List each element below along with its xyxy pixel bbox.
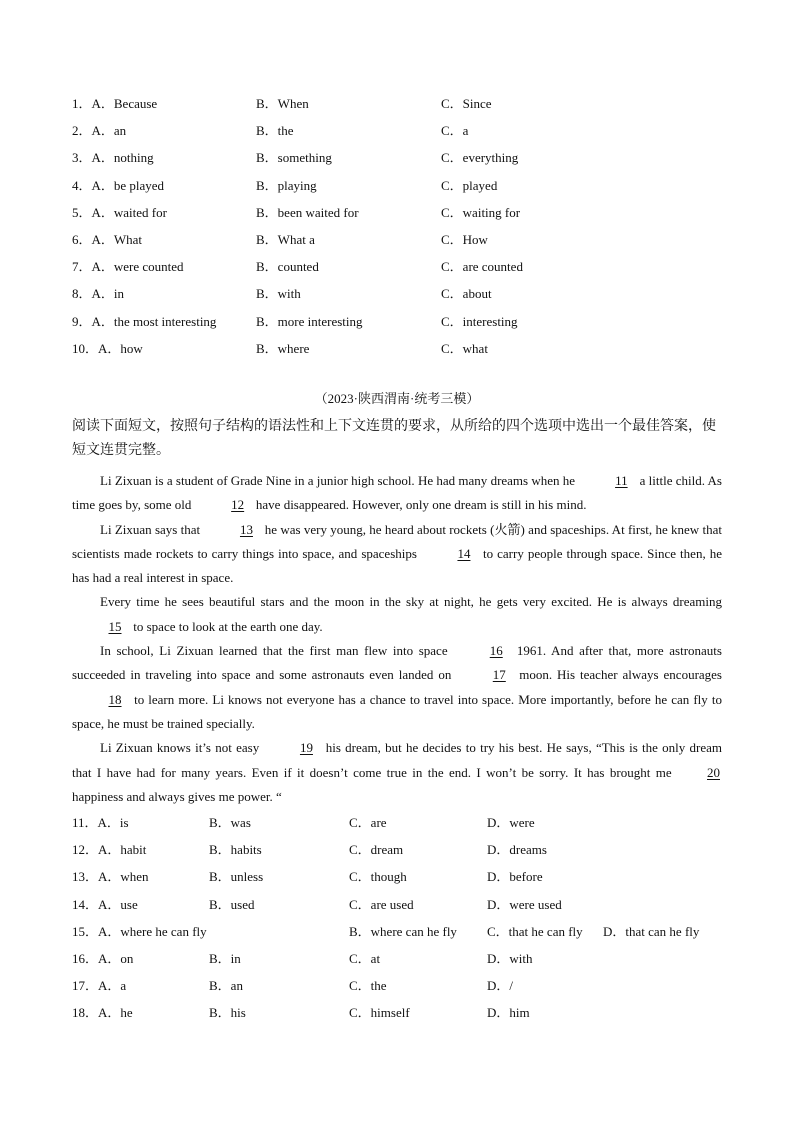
blank-12: 12 (231, 497, 245, 513)
option-a: 1．A．Because (72, 96, 158, 111)
option-b: B．What a (256, 231, 315, 247)
option-a: 15．A．where he can fly (72, 923, 207, 939)
option-b: B．habits (209, 842, 262, 858)
option-a: 11．A．is (72, 815, 129, 830)
blank-11: 11 (615, 473, 628, 488)
option-b: B．something (256, 150, 332, 166)
option-d: D．that can he fly (603, 923, 700, 939)
option-a: 8．A．in (72, 286, 125, 302)
option-a: 6．A．What (72, 231, 143, 247)
option-c: C．what (441, 340, 488, 356)
option-d: D．him (487, 1005, 530, 1021)
option-d: D．/ (487, 978, 514, 994)
blank-18: 18 (108, 691, 122, 707)
option-b: B．with (256, 286, 301, 302)
option-c: C．himself (349, 1005, 410, 1021)
option-a: 18．A．he (72, 1005, 133, 1021)
option-c: C．How (441, 231, 488, 247)
passage-paragraph-5: Li Zixuan knows it’s not easy 19 his dream, but he decides to try his best. He says, “This is the only dream that I have had for many years. Even if it doesn’t come true in the end. I won’t be sorry. It has brought me 20 happiness and always gives me power. “ (72, 736, 722, 809)
option-a: 2．A．an (72, 123, 127, 139)
passage-paragraph-1: Li Zixuan is a student of Grade Nine in a junior high school. He had many dreams when he 11 a little child. As time goes by, some old 12 have disappeared. However, only one dream is still in his mind. (72, 469, 722, 518)
option-a: 7．A．were counted (72, 259, 184, 275)
option-b: B．was (209, 815, 251, 830)
instruction-text: 阅读下面短文，按照句子结构的语法性和上下文连贯的要求，从所给的四个选项中选出一个最佳答案，使短文连贯完整。 (72, 418, 716, 458)
option-a: 10．A．how (72, 340, 143, 356)
option-c: C．that he can fly (487, 923, 583, 939)
option-a: 17．A．a (72, 978, 127, 994)
option-b: B．When (256, 96, 309, 111)
option-c: C．everything (441, 150, 519, 166)
option-d: D．were (487, 815, 535, 830)
option-a: 3．A．nothing (72, 150, 154, 166)
option-b: B．where can he fly (349, 923, 457, 939)
option-b: B．been waited for (256, 204, 359, 220)
option-d: D．with (487, 950, 533, 966)
option-c: C．about (441, 286, 492, 302)
option-b: B．playing (256, 177, 317, 193)
option-d: D．before (487, 869, 543, 885)
option-c: C．Since (441, 96, 492, 111)
option-b: B．where (256, 340, 310, 356)
passage-paragraph-2: Li Zixuan says that 13 he was very young, he heard about rockets (火箭) and spaceships. At first, he knew that scientists made rockets to carry things into space, and spaceships 14 to carry people through space. Since then, he has had a real interest in space. (72, 518, 722, 591)
option-c: C．though (349, 869, 407, 885)
option-c: C．a (441, 123, 469, 139)
option-c: C．are counted (441, 259, 523, 275)
option-d: D．were used (487, 896, 562, 912)
option-a: 5．A．waited for (72, 204, 167, 220)
option-b: B．the (256, 123, 294, 139)
passage-paragraph-4: In school, Li Zixuan learned that the first man flew into space 16 1961. And after that, more astronauts succeeded in traveling into space and some astronauts even landed on 17 moon. His teacher always encourages 18 to learn more. Li knows not everyone has a chance to travel into space. More importantly, before he can fly to space, he must be trained specially. (72, 639, 722, 736)
option-c: C．interesting (441, 313, 518, 329)
option-a: 13．A．when (72, 869, 149, 885)
blank-13: 13 (239, 521, 253, 537)
option-c: C．waiting for (441, 204, 521, 220)
option-c: C．at (349, 950, 381, 966)
option-c: C．played (441, 177, 498, 193)
option-a: 4．A．be played (72, 177, 165, 193)
option-a: 9．A．the most interesting (72, 313, 217, 329)
option-b: B．his (209, 1005, 246, 1021)
blank-17: 17 (492, 667, 506, 683)
option-b: B．counted (256, 259, 319, 275)
section-heading: （2023·陕西渭南·统考三模） (314, 391, 480, 406)
option-b: B．used (209, 896, 255, 912)
option-a: 16．A．on (72, 950, 134, 966)
option-d: D．dreams (487, 842, 547, 858)
blank-20: 20 (707, 764, 720, 780)
blank-14: 14 (457, 545, 471, 561)
blank-15: 15 (108, 618, 122, 634)
option-c: C．are (349, 815, 387, 830)
option-b: B．an (209, 978, 243, 994)
blank-16: 16 (489, 643, 503, 659)
option-b: B．more interesting (256, 313, 363, 329)
option-a: 14．A．use (72, 896, 138, 912)
option-a: 12．A．habit (72, 842, 147, 858)
passage (72, 469, 722, 809)
option-c: C．dream (349, 842, 404, 858)
option-b: B．unless (209, 869, 264, 885)
option-b: B．in (209, 950, 241, 966)
passage-paragraph-3: Every time he sees beautiful stars and the moon in the sky at night, he gets very excited. He is always dreaming 15 to space to look at the earth one day. (72, 590, 722, 639)
option-c: C．are used (349, 896, 414, 912)
blank-19: 19 (299, 740, 313, 756)
option-c: C．the (349, 978, 387, 994)
